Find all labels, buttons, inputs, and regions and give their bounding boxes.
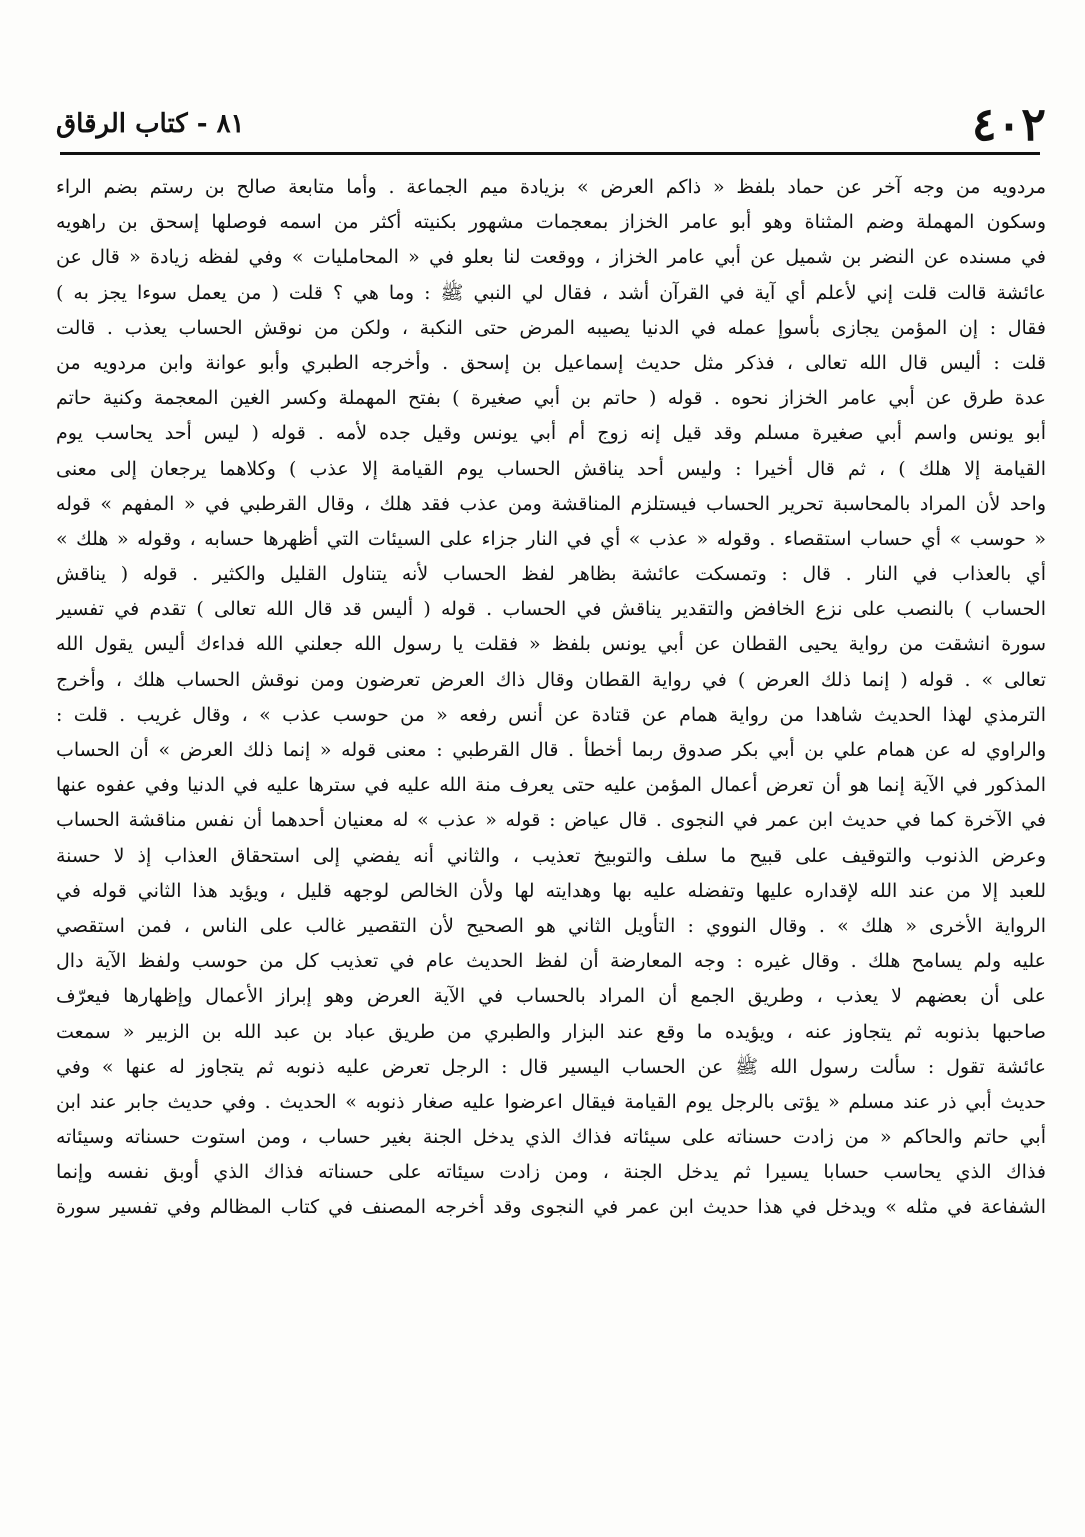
text-line: تعالى » . قوله ( إنما ذلك العرض ) في رواية القطان وقال ذاك العرض تعرضون ومن نوقش الحساب هلك ، وأخرج <box>56 668 1046 691</box>
text-line: فذاك الذي يحاسب حسابا يسيرا ثم يدخل الجنة ، ومن زادت سيئاته على حسناته فذاك الذي أوبق نفسه وإنما <box>56 1161 1046 1184</box>
text-line: وعرض الذنوب والتوقيف على قبيح ما سلف والتوبيخ تعذيب ، والثاني أنه يفضي إلى استحقاق العذاب إذ لا حسنة <box>56 844 1046 867</box>
text-line: حديث أبي ذر عند مسلم « يؤتى بالرجل يوم القيامة فيقال اعرضوا عليه صغار ذنوبه » الحديث . وفي حديث جابر عند ابن <box>56 1090 1046 1113</box>
text-line: الترمذي لهذا الحديث شاهدا من رواية همام عن قتادة عن أنس رفعه « من حوسب عذب » ، وقال غريب . قلت : <box>56 703 1046 726</box>
text-line: مردويه من وجه آخر عن حماد بلفظ « ذاكم العرض » بزيادة ميم الجماعة . وأما متابعة صالح بن رستم بضم الراء <box>56 176 1046 198</box>
text-line: المذكور في الآية إنما هو أن تعرض أعمال المؤمن عليه حتى يعرف منة الله عليه في سترها عليه في الدنيا وفي عفوه عنها <box>56 774 1046 797</box>
body-text <box>56 170 1046 1226</box>
text-line: سورة انشقت من رواية يحيى القطان عن أبي يونس بلفظ « فقلت يا رسول الله جعلني الله فداءك أليس يقول الله <box>56 633 1046 656</box>
text-line: عليه ولم يسامح هلك . وقال غيره : وجه المعارضة أن لفظ الحديث عام في تعذيب كل من حوسب ولفظ الآية دال <box>56 950 1046 973</box>
text-line: صاحبها بذنوبه ثم يتجاوز عنه ، ويؤيده ما وقع عند البزار والطبري من طريق عباد بن عبد الله بن الزبير « سمعت <box>56 1020 1046 1043</box>
text-line: وسكون المهملة وضم المثناة وهو أبو عامر الخزاز بمعجمات مشهور بكنيته أكثر من اسمه فوصلها إسحق بن راهويه <box>56 211 1046 234</box>
page-header <box>56 96 1046 156</box>
text-line: في مسنده عن النضر بن شميل عن أبي عامر الخزاز ، ووقعت لنا بعلو في « المحامليات » وفي لفظه زيادة « قال عن <box>56 246 1046 269</box>
text-line: القيامة إلا هلك ) ، ثم قال أخيرا : وليس أحد يناقش الحساب يوم القيامة إلا عذب ) وكلاهما يرجعان إلى معنى <box>56 457 1046 480</box>
text-line: عدة طرق عن أبي عامر الخزاز نحوه . قوله ( حاتم بن أبي صغيرة ) بفتح المهملة وكسر الغين المعجمة وكنية حاتم <box>56 387 1046 410</box>
text-line: عائشة تقول : سألت رسول الله ﷺ عن الحساب اليسير قال : الرجل تعرض عليه ذنوبه ثم يتجاوز له عنها » وفي <box>56 1055 1046 1078</box>
text-line: والراوي له عن همام علي بن أبي بكر صدوق ربما أخطأ . قال القرطبي : معنى قوله « إنما ذلك العرض » أن الحساب <box>56 739 1046 761</box>
text-line: أبو يونس واسم أبي صغيرة مسلم وقد قيل إنه زوج أم أبي يونس وقيل جده لأمه . قوله ( ليس أحد يحاسب يوم <box>56 422 1046 445</box>
text-line: على أن بعضهم لا يعذب ، وطريق الجمع أن المراد بالحساب في الآية العرض وهو إبراز الأعمال وإظهارها فيعرّف <box>56 985 1046 1008</box>
text-line: الشفاعة في مثله » ويدخل في هذا حديث ابن عمر في النجوى وقد أخرجه المصنف في كتاب المظالم وفي تفسير سورة <box>56 1196 1046 1219</box>
text-line: في الآخرة كما في حديث ابن عمر في النجوى . قال عياض : قوله « عذب » له معنيان أحدهما أن نفس مناقشة الحساب <box>56 809 1046 832</box>
text-line: للعبد إلا من عند الله لإقداره عليها وتفضله عليه بها وهدايته لها ولأن الخالص لوجهه قليل ، ويؤيد هذا الثاني قوله في <box>56 879 1046 902</box>
text-line: الرواية الأخرى « هلك » . وقال النووي : التأويل الثاني هو الصحيح لأن التقصير غالب على الناس ، فمن استقصي <box>56 914 1046 937</box>
text-line: قلت : أليس قال الله تعالى ، فذكر مثل حديث إسماعيل بن إسحق . وأخرجه الطبري وأبو عوانة وابن مردويه من <box>56 351 1046 374</box>
text-line: الحساب ) بالنصب على نزع الخافض والتقدير يناقش في الحساب . قوله ( أليس قد قال الله تعالى ) تقدم في تفسير <box>56 598 1046 621</box>
text-line: « حوسب » أي حساب استقصاء . وقوله « عذب » أي في النار جزاء على السيئات التي أظهرها حسابه ، وقوله « هلك » <box>56 527 1046 550</box>
header-rule <box>60 152 1040 155</box>
chapter-title: ٨١ - كتاب الرقاق <box>56 109 245 139</box>
text-line: أي بالعذاب في النار . قال : وتمسكت عائشة بظاهر لفظ الحساب لأنه يتناول القليل والكثير . قوله ( يناقش <box>56 563 1046 586</box>
text-line: فقال : إن المؤمن يجازى بأسوإ عمله في الدنيا يصيبه المرض حتى النكبة ، ولكن من نوقش الحساب يعذب . قالت <box>56 316 1046 339</box>
page-number: ٤٠٢ <box>971 97 1046 151</box>
text-line: واحد لأن المراد بالمحاسبة تحرير الحساب فيستلزم المناقشة ومن عذب فقد هلك ، وقال القرطبي في « المفهم » قوله <box>56 492 1046 515</box>
text-line: عائشة قالت قلت إني لأعلم أي آية في القرآن أشد ، فقال لي النبي ﷺ : وما هي ؟ قلت ( من يعمل سوءا يجز به ) <box>56 281 1046 304</box>
text-line: أبي حاتم والحاكم « من زادت حسناته على سيئاته فذاك الذي يدخل الجنة بغير حساب ، ومن استوت حسناته وسيئاته <box>56 1126 1046 1149</box>
